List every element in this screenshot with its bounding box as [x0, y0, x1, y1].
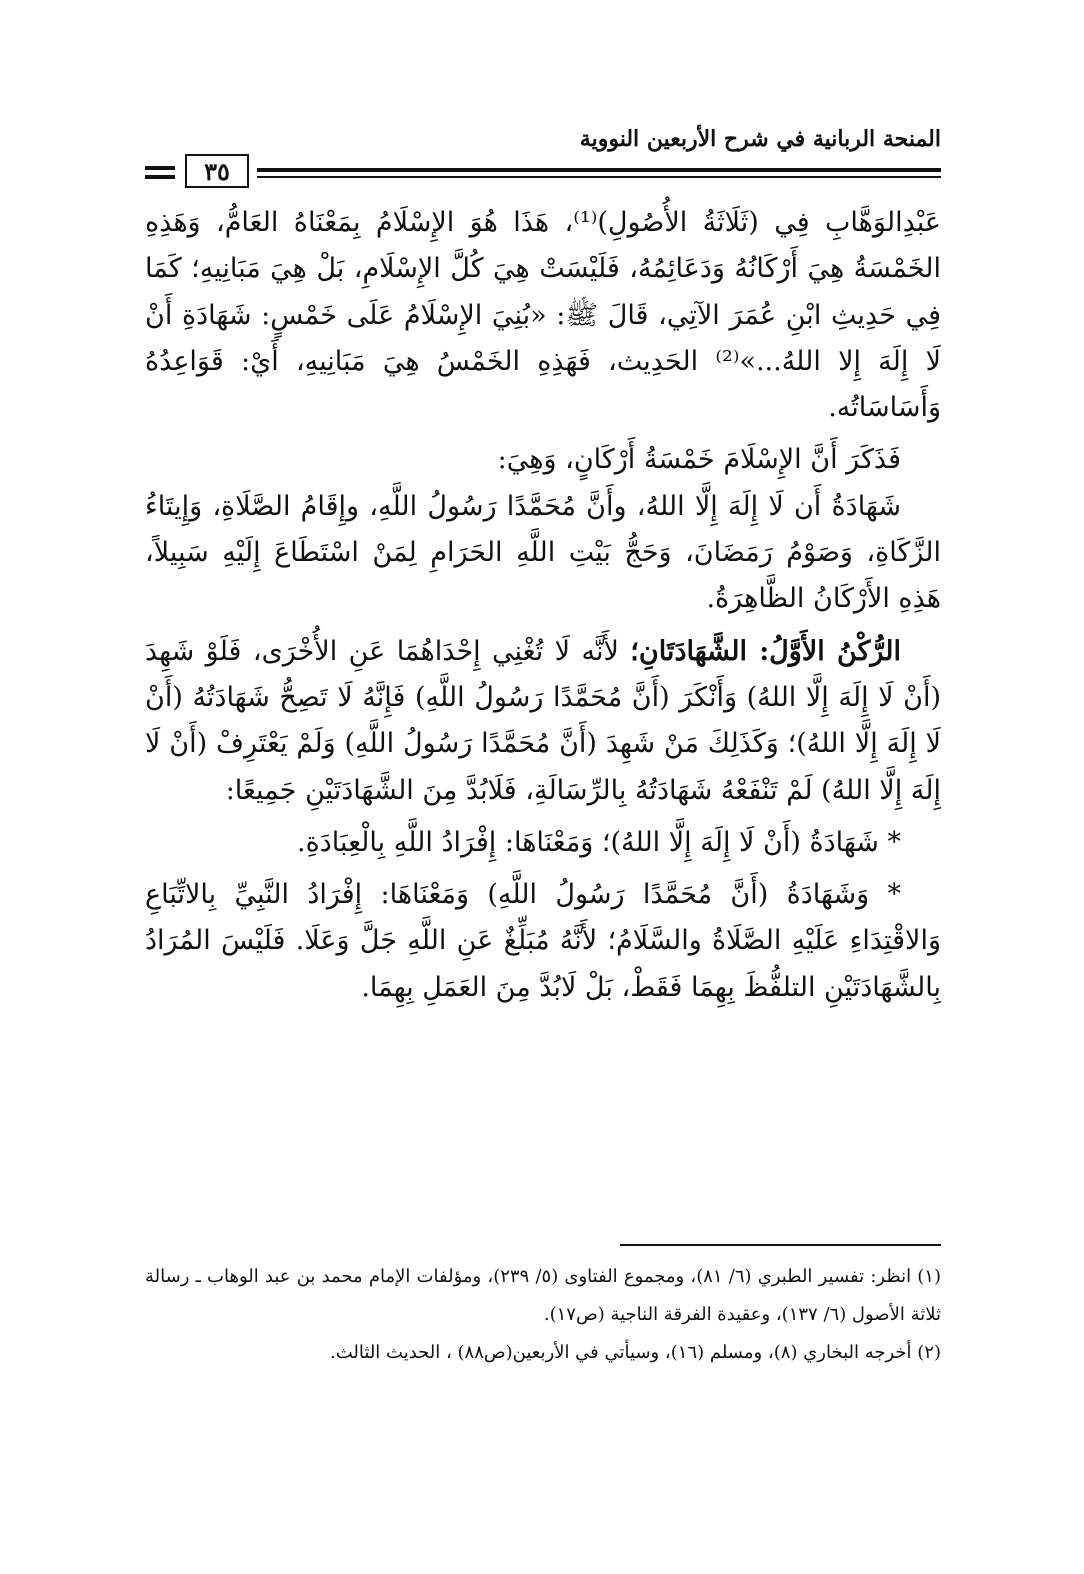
header-left-dash	[145, 166, 175, 170]
header-left-dash	[145, 175, 175, 179]
page-number: ٣٥	[185, 154, 249, 188]
header-rule-thick	[257, 168, 941, 172]
footnote: (٢) أخرجه البخاري (٨)، ومسلم (١٦)، وسيأتي في الأربعين(ص٨٨) ، الحديث الثالث.	[330, 1342, 941, 1363]
book-title: المنحة الربانية في شرح الأربعين النووية	[579, 126, 941, 152]
paragraph: فَذَكَرَ أَنَّ الإِسْلَامَ خَمْسَةُ أَرْكَانٍ، وَهِيَ:	[497, 444, 901, 476]
paragraph: عَبْدِالوَهَّابِ فِي (ثَلَاثَةُ الأُصُولِ)⁽¹⁾، هَذَا هُوَ الإِسْلَامُ بِمَعْنَاهُ العَامُّ، وَهَذِهِ الخَمْسَةُ هِيَ أَرْكَانُهُ وَدَعَائِمُهُ، فَلَيْسَتْ هِيَ كُلَّ الإِسْلَامِ، بَلْ هِيَ مَبَانِيهِ؛ كَمَا فِي حَدِيثِ ابْنِ عُمَرَ الآتِي، قَالَ ﷺ: «بُنِيَ الإِسْلَامُ عَلَى خَمْسٍ: شَهَادَةِ أَنْ لَا إِلَهَ إِلا اللهُ...»⁽²⁾ الحَدِيث، فَهَذِهِ الخَمْسُ هِيَ مَبَانِيهِ، أَيْ: قَوَاعِدُهُ وَأَسَاسَاتُه.	[145, 207, 942, 424]
paragraph	[145, 629, 941, 814]
bullet-item: * وَشَهَادَةُ (أَنَّ مُحَمَّدًا رَسُولُ اللَّهِ) وَمَعْنَاهَا: إِفْرَادُ النَّبِيِّ بِالاتِّبَاعِ وَالاقْتِدَاءِ عَلَيْهِ الصَّلَاةُ والسَّلَامُ؛ لأَنَّهُ مُبَلِّغٌ عَنِ اللَّهِ جَلَّ وَعَلَا. فَلَيْسَ المُرَادُ بِالشَّهَادَتَيْنِ التلفُّظَ بِهِمَا فَقَطْ، بَلْ لَابُدَّ مِنَ العَمَلِ بِهِمَا.	[145, 879, 941, 1003]
paragraph-text: لأَنَّه لَا تُغْنِي إِحْدَاهُمَا عَنِ الأُخْرَى، فَلَوْ شَهِدَ (أَنْ لَا إِلَهَ إِلَّا اللهُ) وَأَنْكَرَ (أَنَّ مُحَمَّدًا رَسُولُ اللَّهِ) فَإِنَّهُ لَا تَصِحُّ شَهَادَتُهُ (أَنْ لَا إِلَهَ إِلَّا اللهُ)؛ وَكَذَلِكَ مَنْ شَهِدَ (أَنَّ مُحَمَّدًا رَسُولُ اللَّهِ) وَلَمْ يَعْتَرِفْ (أَنْ لَا إِلَهَ إِلَّا اللهُ) لَمْ تَنْفَعْهُ شَهَادَتُهُ بِالرِّسَالَةِ، فَلَابُدَّ مِنَ الشَّهَادَتَيْنِ جَمِيعًا:	[145, 635, 941, 806]
header-rule-thin	[257, 176, 941, 178]
footnote-separator	[620, 1244, 941, 1246]
pillar-heading: الرُّكْنُ الأَوَّلُ: الشَّهَادَتَانِ؛	[630, 635, 901, 667]
paragraph: شَهَادَةُ أَن لَا إِلَهَ إِلَّا اللهُ، وأَنَّ مُحَمَّدًا رَسُولُ اللَّهِ، وإِقَامُ الصَّلَاةِ، وَإِيتَاءُ الزَّكَاةِ، وَصَوْمُ رَمَضَانَ، وَحَجُّ بَيْتِ اللَّهِ الحَرَامِ لِمَنْ اسْتَطَاعَ إِلَيْهِ سَبِيلاً، هَذِهِ الأَرْكَانُ الظَّاهِرَةُ.	[145, 490, 941, 615]
main-text	[145, 200, 941, 1011]
footnote: (١) انظر: تفسير الطبري (٦/ ٨١)، ومجموع الفتاوى (٥/ ٢٣٩)، ومؤلفات الإمام محمد بن عبد الوهاب ـ رسالة ثلاثة الأصول (٦/ ١٣٧)، وعقيدة الفرقة الناجية (ص١٧).	[145, 1266, 941, 1325]
page-header	[145, 120, 941, 192]
footnotes	[145, 1258, 941, 1372]
bullet-item: * شَهَادَةُ (أَنْ لَا إِلَهَ إِلَّا اللهُ)؛ وَمَعْنَاهَا: إِفْرَادُ اللَّهِ بِالْعِبَادَةِ.	[297, 826, 901, 858]
